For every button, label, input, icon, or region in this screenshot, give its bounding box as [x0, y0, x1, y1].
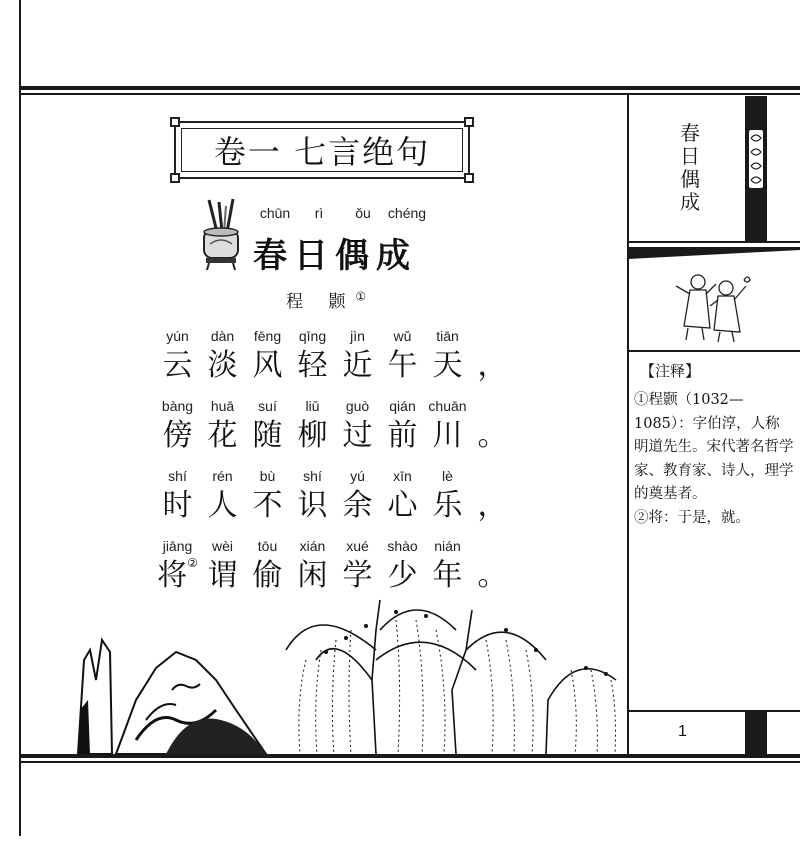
character-text: 过 [342, 418, 373, 453]
pinyin-syllable: xué [346, 538, 369, 554]
note-marker: ② [187, 556, 198, 570]
sidebar-wedge-bar [628, 247, 800, 259]
pinyin-syllable: dàn [210, 328, 235, 344]
sidebar-title-char: 日 [680, 144, 700, 168]
pinyin-row [155, 468, 515, 486]
poem-character [200, 346, 245, 386]
character-text: 乐 [432, 488, 463, 523]
landscape-illustration [76, 590, 628, 754]
pinyin-syllable: rén [212, 468, 233, 484]
poem-character [155, 346, 200, 386]
poem-character [335, 416, 380, 456]
notes-rule [628, 350, 800, 352]
sidebar-title-char: 偶 [680, 167, 700, 191]
pinyin-syllable: rì [314, 205, 324, 221]
character-text: 年 [432, 558, 463, 593]
bottom-rule-thick [20, 754, 800, 758]
pinyin-syllable: shí [168, 468, 187, 484]
note-item: ①程颢（1032—1085）：字伯淳，人称明道先生。宋代著名哲学家、教育家、诗人，理学的奠基者。 [634, 392, 794, 502]
note-item: ②将：于是，就。 [634, 509, 750, 526]
sidebar-poem-title [680, 122, 702, 214]
character-text: 闲 [297, 558, 328, 593]
pinyin-syllable: guò [345, 398, 370, 414]
pinyin-syllable: shào [387, 538, 418, 554]
character-text: 淡 [207, 348, 238, 383]
pinyin-spacer [470, 538, 515, 556]
character-text: 人 [207, 488, 238, 523]
poem-title: 春日偶成 [253, 236, 417, 276]
poem-character [245, 486, 290, 526]
character-row [155, 346, 515, 386]
pinyin-syllable: bù [259, 468, 276, 484]
pinyin-syllable: suí [258, 398, 277, 414]
character-text: 随 [252, 418, 283, 453]
note-marker: ① [355, 289, 367, 304]
poem-character [245, 416, 290, 456]
character-text: 傍 [162, 418, 193, 453]
top-rule-thick [20, 86, 800, 90]
poem-author [286, 287, 366, 312]
pinyin-syllable: tōu [257, 538, 278, 554]
pinyin-syllable: lè [442, 468, 453, 484]
punctuation: 。 [477, 558, 508, 593]
sidebar-title-char: 成 [680, 190, 700, 214]
character-text: 偷 [252, 558, 283, 593]
pinyin-syllable: jìn [350, 328, 365, 344]
character-text: 学 [342, 558, 373, 593]
children-illustration [670, 266, 752, 344]
character-text: 时 [162, 488, 193, 523]
pinyin-syllable: wèi [211, 538, 233, 554]
pinyin-syllable: fēng [253, 328, 282, 344]
chapter-title: 卷一 七言绝句 [213, 133, 431, 171]
brush-pot-icon [196, 196, 246, 272]
sidebar-title-char: 春 [680, 121, 700, 145]
character-text: 轻 [297, 348, 328, 383]
pinyin-syllable: yún [166, 328, 189, 344]
sidebar-rule [628, 241, 800, 243]
poem-character [245, 346, 290, 386]
pinyin-syllable: chuān [428, 398, 467, 414]
page-number: 1 [678, 723, 687, 740]
pinyin-syllable: huā [210, 398, 235, 414]
poem-character [380, 486, 425, 526]
pinyin-syllable: yú [350, 468, 365, 484]
punctuation: ， [477, 488, 508, 523]
pinyin-syllable: qīng [298, 328, 327, 344]
poem-line [155, 468, 515, 526]
character-text: 余 [342, 488, 373, 523]
punctuation: ， [477, 348, 508, 383]
character-text: 风 [252, 348, 283, 383]
author-name: 程 颢 [286, 292, 356, 312]
character-text: 午 [387, 348, 418, 383]
poem-character [290, 346, 335, 386]
poem-character [425, 416, 470, 456]
poem-character [155, 486, 200, 526]
top-rule-thin [20, 93, 800, 95]
page-left-border [19, 0, 21, 836]
poem-character [200, 486, 245, 526]
poem-line [155, 538, 515, 596]
pinyin-spacer [470, 468, 515, 486]
character-text: 不 [252, 488, 283, 523]
cloud-pattern-ornament [749, 130, 763, 188]
pinyin-row [155, 328, 515, 346]
pinyin-syllable: wǔ [393, 328, 412, 344]
character-text: 天 [432, 348, 463, 383]
pinyin-spacer [470, 398, 515, 416]
pinyin-syllable: bàng [161, 398, 194, 414]
character-text: 花 [207, 418, 238, 453]
pinyin-syllable: chūn [259, 205, 291, 221]
poem-line [155, 328, 515, 386]
notes-list [634, 389, 794, 530]
punctuation: 。 [477, 418, 508, 453]
poem-character [380, 416, 425, 456]
character-row [155, 416, 515, 456]
character-text: 云 [162, 348, 193, 383]
pinyin-syllable: xīn [393, 468, 412, 484]
poem-character [290, 416, 335, 456]
pinyin-syllable: liǔ [305, 398, 320, 414]
character-text: 少 [387, 558, 418, 593]
poem-character [335, 346, 380, 386]
pinyin-row [155, 538, 515, 556]
poem-line [155, 398, 515, 456]
character-text: 近 [342, 348, 373, 383]
notes-heading: 【注释】 [640, 362, 701, 380]
poem-character [425, 486, 470, 526]
pinyin-spacer [470, 328, 515, 346]
character-text: 将 [157, 558, 188, 593]
poem-character [290, 486, 335, 526]
character-text: 识 [297, 488, 328, 523]
pinyin-syllable: tiān [436, 328, 459, 344]
poem-title-pinyin [253, 205, 429, 221]
pinyin-syllable: chéng [387, 205, 427, 221]
pinyin-syllable: nián [434, 538, 461, 554]
pinyin-syllable: ǒu [355, 205, 371, 221]
poem-character [425, 346, 470, 386]
character-text: 柳 [297, 418, 328, 453]
character-text: 心 [387, 488, 418, 523]
character-text: 川 [432, 418, 463, 453]
character-text: 前 [387, 418, 418, 453]
footer-decor-bar [745, 712, 767, 754]
poem-character [335, 486, 380, 526]
pinyin-row [155, 398, 515, 416]
poem-character [200, 416, 245, 456]
poem-character [380, 346, 425, 386]
poem-character [155, 416, 200, 456]
pinyin-syllable: xián [299, 538, 326, 554]
pinyin-syllable: shí [303, 468, 322, 484]
character-row [155, 486, 515, 526]
footer-rule [628, 710, 800, 712]
pinyin-syllable: jiāng [162, 538, 193, 554]
bottom-rule-thin [20, 761, 800, 763]
character-text: 谓 [207, 558, 238, 593]
pinyin-syllable: qián [389, 398, 416, 414]
